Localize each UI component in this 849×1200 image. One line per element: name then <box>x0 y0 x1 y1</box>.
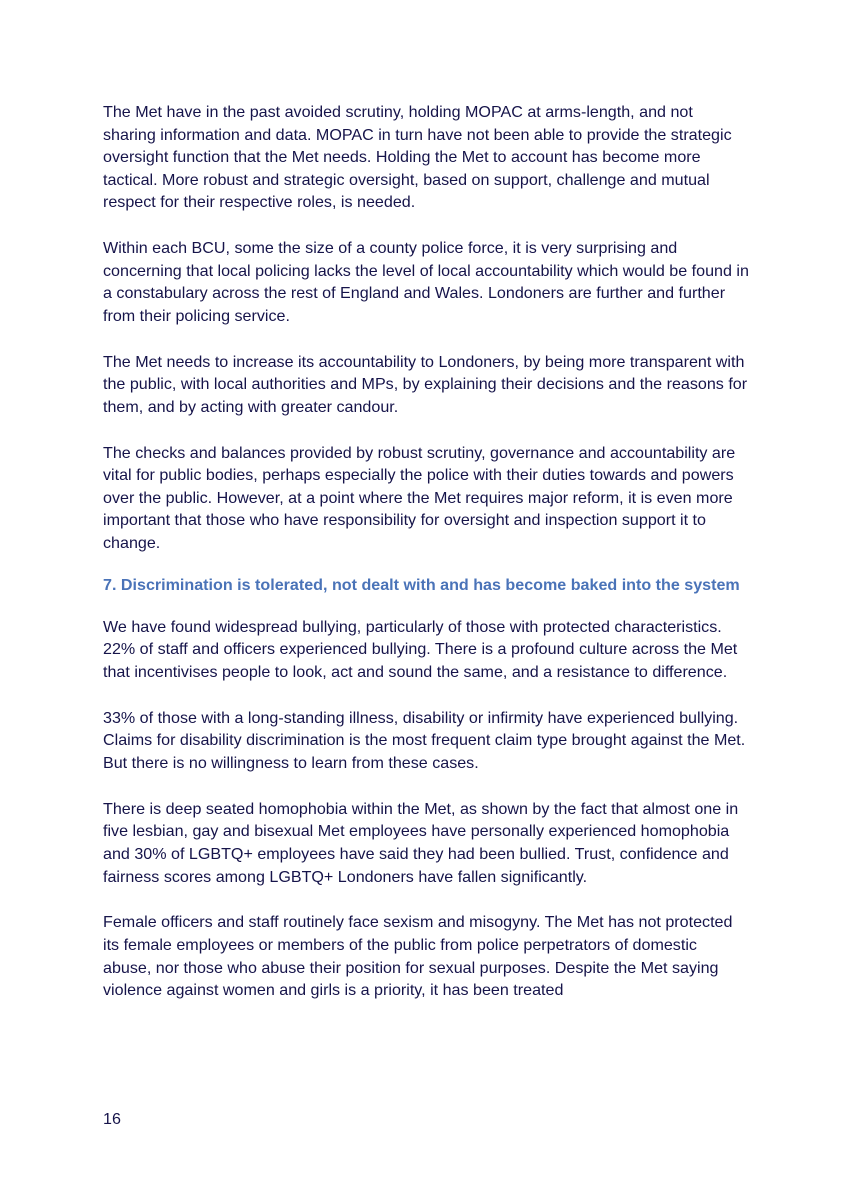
page-number: 16 <box>103 1110 121 1128</box>
paragraph-londoners-accountability: The Met needs to increase its accountability to Londoners, by being more transparent with the public, with local authorities and MPs, by explaining their decisions and the reasons for them, and by acting with greater candour. <box>103 352 748 416</box>
paragraph-bcu-accountability: Within each BCU, some the size of a county police force, it is very surprising and concerning that local policing lacks the level of local accountability which would be found in a constabulary across the rest of England and Wales. Londoners are further and further from their policing service. <box>103 239 749 325</box>
paragraph-checks-and-balances: The checks and balances provided by robust scrutiny, governance and accountability are vital for public bodies, perhaps especially the police with their duties towards and powers over the public. However, at a point where the Met requires major reform, it is even more important that those who have responsibility for oversight and inspection support it to change. <box>103 443 736 553</box>
paragraph-scrutiny: The Met have in the past avoided scrutiny, holding MOPAC at arms-length, and not sharing information and data. MOPAC in turn have not been able to provide the strategic oversight function that the Met needs. Holding the Met to account has become more tactical. More robust and strategic oversight, based on support, challenge and mutual respect for their respective roles, is needed. <box>103 103 732 212</box>
paragraph-disability: 33% of those with a long-standing illness, disability or infirmity have experienced bullying. Claims for disability discrimination is the most frequent claim type brought against the Met. But there is no willingness to learn from these cases. <box>103 708 746 772</box>
paragraph-misogyny: Female officers and staff routinely face sexism and misogyny. The Met has not protected its female employees or members of the public from police perpetrators of domestic abuse, nor those who abuse their position for sexual purposes. Despite the Met saying violence against women and girls is a priority, it has been treated <box>103 913 733 1000</box>
section-heading: 7. Discrimination is tolerated, not dealt with and has become baked into the system <box>103 575 740 594</box>
paragraph-homophobia: There is deep seated homophobia within the Met, as shown by the fact that almost one in five lesbian, gay and bisexual Met employees have personally experienced homophobia and 30% of LGBTQ+ employees have said they had been bullied. Trust, confidence and fairness scores among LGBTQ+ Londoners have fallen significantly. <box>103 799 739 886</box>
paragraph-bullying: We have found widespread bullying, particularly of those with protected characteristics. 22% of staff and officers experienced bullying. There is a profound culture across the Met that incentivises people to look, act and sound the same, and a resistance to difference. <box>103 617 738 682</box>
